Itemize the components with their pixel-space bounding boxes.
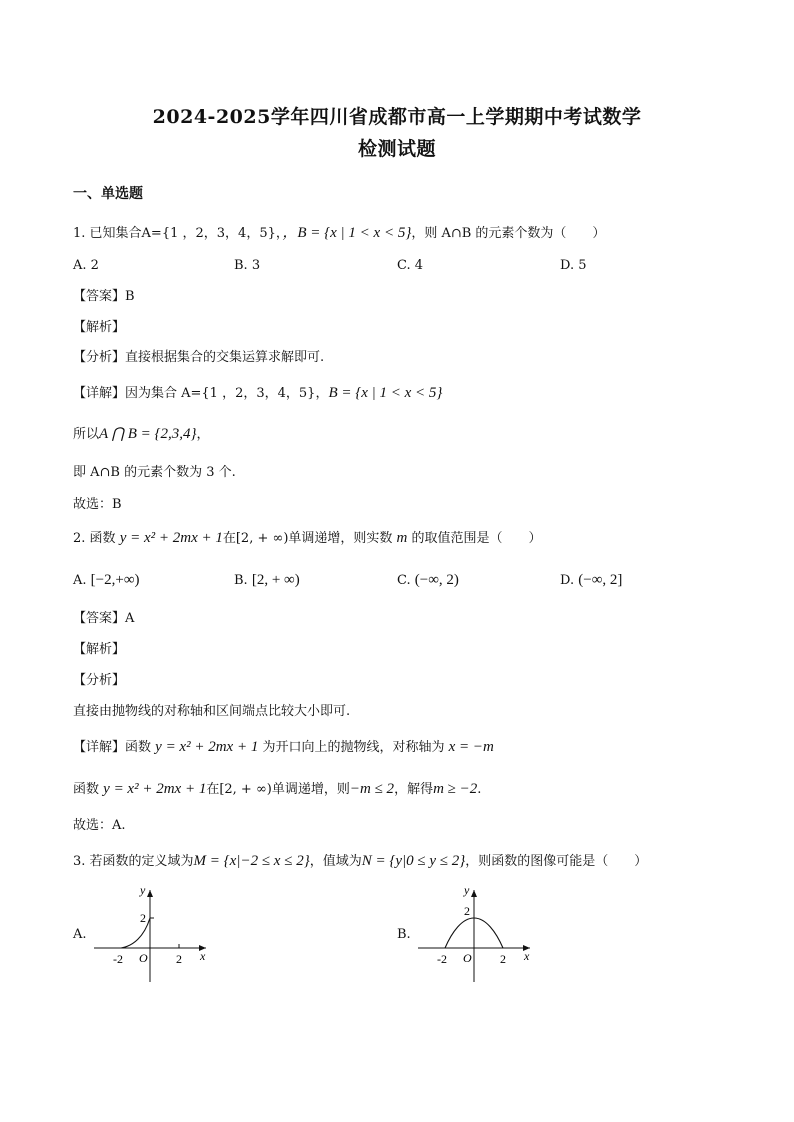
q3-graph-a-label: A.	[73, 927, 87, 942]
q3-graph-a	[88, 880, 218, 985]
q2-reasoning	[73, 780, 481, 799]
q1-detail-set: B = {x | 1 < x < 5}	[328, 385, 443, 401]
q2-choose: 故选：A.	[73, 818, 126, 833]
q2-option-a-label: A.	[73, 573, 87, 588]
graph-b-pos2: 2	[500, 952, 506, 966]
q2-reason-inequality: −m ≤ 2	[349, 781, 395, 797]
q1-count: 即 A∩B 的元素个数为 3 个.	[73, 465, 236, 480]
graph-a-top2: 2	[140, 911, 146, 925]
q2-analysis-heading: 【解析】	[73, 642, 126, 657]
q3-graph-b-label: B.	[397, 927, 411, 942]
q1-option-d: D. 5	[560, 258, 587, 273]
graph-b-y-arrow	[471, 890, 477, 897]
graph-b-x-label: x	[524, 949, 530, 963]
q2-reason-mid: 在[2, + ∞)单调递增，则	[206, 782, 350, 797]
q2-option-d-label: D.	[560, 573, 575, 588]
q1-stem	[73, 224, 605, 243]
q3-stem	[73, 852, 647, 871]
q2-function: y = x² + 2mx + 1	[119, 530, 223, 546]
q2-stem-lead: 2. 函数	[73, 531, 116, 546]
graph-a-y-arrow	[147, 890, 153, 897]
document-subtitle: 检测试题	[357, 138, 436, 160]
section-heading: 一、单选题	[73, 186, 143, 202]
q1-detail-text: 【详解】因为集合 A={1 ，2，3，4，5}，	[73, 386, 329, 401]
q2-option-b-value: [2, + ∞)	[251, 572, 300, 588]
q2-detail-mid: 为开口向上的抛物线，对称轴为	[262, 740, 445, 755]
q3-stem-mid: ，值域为	[309, 854, 362, 869]
q1-fenxi: 【分析】直接根据集合的交集运算求解即可.	[73, 350, 325, 365]
q3-stem-tail: ，则函数的图像可能是（ ）	[465, 854, 648, 869]
q1-set-b: ，B = {x | 1 < x < 5}	[282, 225, 412, 241]
q1-option-c: C. 4	[397, 258, 424, 273]
q2-option-c-label: C.	[397, 573, 411, 588]
q1-analysis-heading: 【解析】	[73, 320, 126, 335]
graph-a-y-label: y	[140, 883, 146, 897]
q2-answer: 【答案】A	[73, 611, 135, 626]
q3-domain-set: M = {x|−2 ≤ x ≤ 2}	[193, 853, 310, 869]
q2-stem-tail: 的取值范围是（ ）	[411, 531, 542, 546]
q2-option-a-value: [−2,+∞)	[90, 572, 140, 588]
q1-detail	[73, 384, 442, 403]
graph-a-origin: O	[139, 951, 148, 965]
q1-intersection-formula: A ⋂ B = {2,3,4}	[99, 426, 197, 442]
q2-reason-solve: ，解得	[394, 782, 434, 797]
q2-fenxi-heading: 【分析】	[73, 673, 126, 688]
q3-graph-b	[412, 880, 542, 985]
graph-a-pos2: 2	[176, 952, 182, 966]
q2-stem	[73, 529, 542, 548]
q2-option-d-value: (−∞, 2]	[578, 572, 623, 588]
q2-option-b-label: B.	[234, 573, 248, 588]
document-title: 2024-2025学年四川省成都市高一上学期期中考试数学	[152, 106, 642, 128]
q2-fenxi: 直接由抛物线的对称轴和区间端点比较大小即可.	[73, 704, 351, 719]
q1-stem-lead: 1. 已知集合	[73, 226, 142, 241]
q2-axis: x = −m	[448, 739, 494, 755]
graph-b-origin: O	[463, 951, 472, 965]
q2-option-d	[560, 572, 622, 589]
q2-detail	[73, 738, 494, 757]
q2-stem-mid: 在[2, + ∞)单调递增，则实数	[222, 531, 393, 546]
graph-b-top2: 2	[464, 904, 470, 918]
graph-b-neg2: -2	[437, 952, 447, 966]
q2-option-c	[397, 572, 459, 589]
q1-so-text: 所以	[73, 427, 100, 442]
q2-param-m: m	[396, 530, 408, 546]
q1-answer: 【答案】B	[73, 289, 135, 304]
graph-a-x-label: x	[200, 949, 206, 963]
q2-option-b	[234, 572, 300, 589]
q1-set-a: A={1 ，2，3，4，5}，	[141, 226, 283, 241]
q3-range-set: N = {y|0 ≤ y ≤ 2}	[361, 853, 466, 869]
graph-b-y-label: y	[464, 883, 470, 897]
q2-detail-function: y = x² + 2mx + 1	[155, 739, 259, 755]
q2-option-c-value: (−∞, 2)	[414, 572, 459, 588]
q1-stem-tail: ，则 A∩B 的元素个数为（ ）	[411, 226, 606, 241]
q1-so-comma: ，	[196, 427, 210, 442]
q2-reason-lead: 函数	[73, 782, 100, 797]
q1-option-b: B. 3	[234, 258, 261, 273]
q2-reason-result: m ≥ −2	[433, 781, 478, 797]
q2-reason-function: y = x² + 2mx + 1	[103, 781, 207, 797]
graph-a-neg2: -2	[113, 952, 123, 966]
q1-intersection	[73, 425, 210, 444]
q1-option-a: A. 2	[73, 258, 99, 273]
q2-reason-end: .	[477, 782, 482, 797]
q2-detail-lead: 【详解】函数	[73, 740, 152, 755]
q1-choose: 故选：B	[73, 497, 122, 512]
q3-stem-lead: 3. 若函数的定义域为	[73, 854, 194, 869]
q2-option-a	[73, 572, 140, 589]
